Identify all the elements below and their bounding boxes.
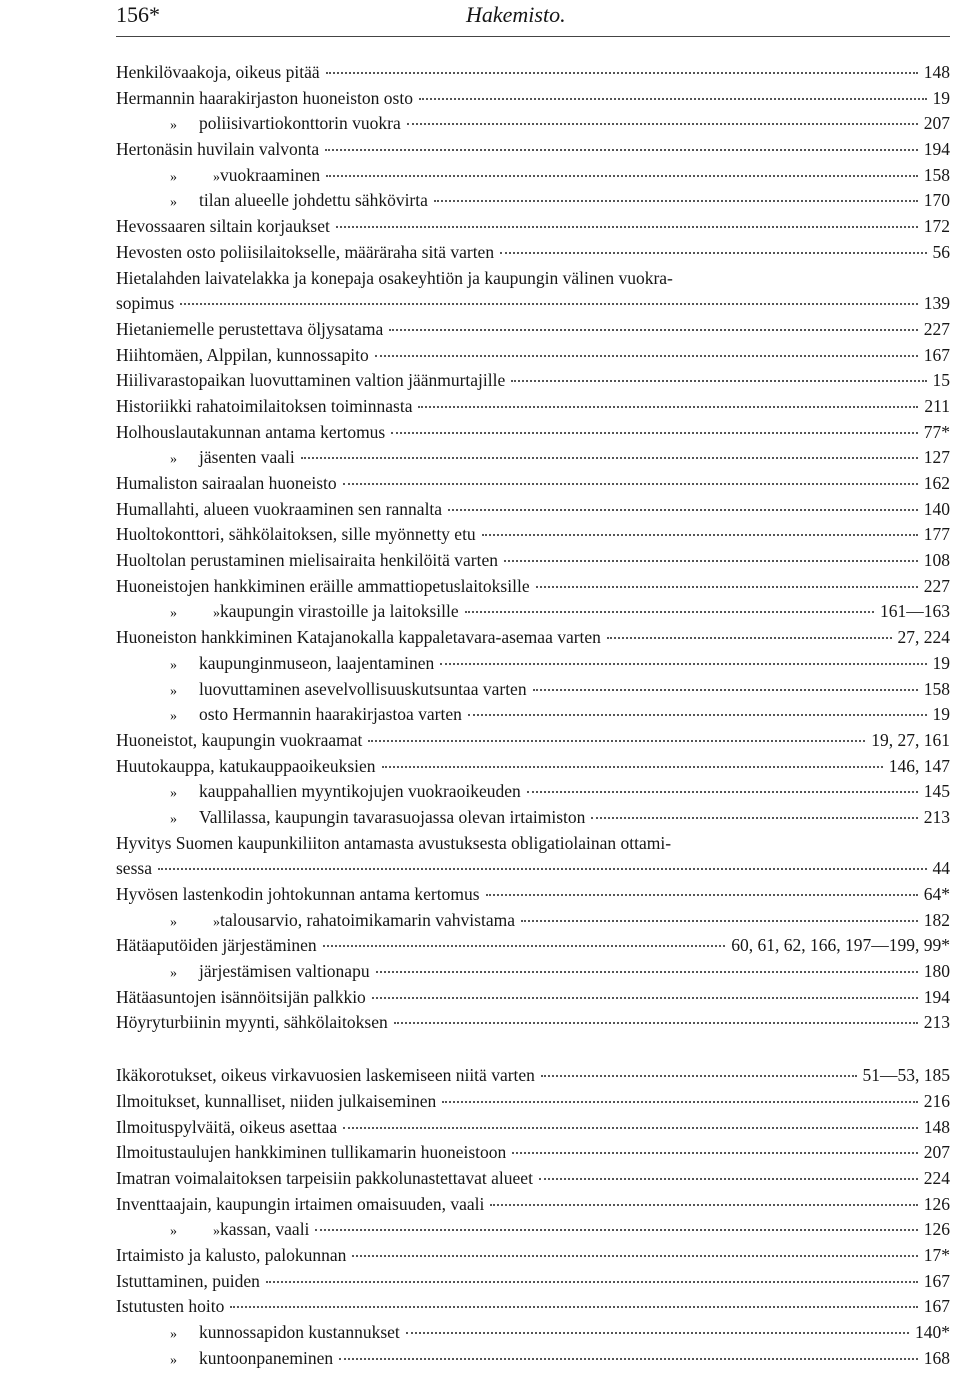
entry-text: Hyvitys Suomen kaupunkiliiton antamasta avustuksesta obligatiolainan ottami- (116, 832, 672, 853)
ditto-mark: » (170, 811, 177, 827)
index-entry (116, 728, 950, 754)
page-references: 126 (923, 1193, 950, 1214)
entry-text: sopimus (116, 293, 175, 314)
entry-text: kaupungin virastoille ja laitoksille (220, 601, 459, 622)
index-entry (116, 394, 950, 420)
dot-leader (511, 380, 926, 382)
entry-text: Hätäasuntojen isännöitsijän palkkio (116, 986, 366, 1007)
page-references: 19 (932, 87, 950, 108)
index-entry (116, 1140, 950, 1166)
entry-text: Istuttaminen, puiden (116, 1270, 260, 1291)
index-entry (116, 497, 950, 523)
page-references: 194 (923, 139, 950, 160)
dot-leader (440, 663, 926, 665)
page-references: 158 (923, 164, 950, 185)
ditto-mark: » (170, 786, 177, 802)
index-entry (116, 214, 950, 240)
page-references: 172 (923, 216, 950, 237)
entry-text: kassan, vaali (220, 1219, 310, 1240)
page-references: 207 (923, 113, 950, 134)
page-references: 177 (923, 524, 950, 545)
page-references: 19, 27, 161 (871, 729, 950, 750)
page-references: 148 (923, 1116, 950, 1137)
index-entry (116, 882, 950, 908)
index-entry (116, 831, 950, 857)
ditto-mark: » (170, 606, 177, 622)
dot-leader (536, 586, 918, 588)
dot-leader (343, 483, 918, 485)
page-references: 227 (923, 318, 950, 339)
index-entry (116, 1166, 950, 1192)
dot-leader (180, 303, 917, 305)
entry-text: Hermannin haarakirjaston huoneiston osto (116, 87, 413, 108)
page-references: 19 (932, 704, 950, 725)
dot-leader (326, 175, 918, 177)
index-entry (116, 779, 950, 805)
dot-leader (336, 226, 918, 228)
entry-text: Ilmoitukset, kunnalliset, niiden julkaiseminen (116, 1090, 437, 1111)
entry-text: Hyvösen lastenkodin johtokunnan antama kertomus (116, 884, 480, 904)
entry-text: Hiilivarastopaikan luovuttaminen valtion jäänmurtajille (116, 370, 506, 391)
entry-text: Huoltokonttori, sähkölaitoksen, sille myönnetty etu (116, 524, 476, 545)
page-references: 148 (923, 62, 950, 82)
entry-text: Hietaniemelle perustettava öljysatama (116, 318, 384, 339)
entry-text: Inventtaajain, kaupungin irtaimen omaisuuden, vaali (116, 1193, 485, 1214)
dot-leader (372, 997, 918, 999)
entry-text: Henkilövaakoja, oikeus pitää (116, 62, 320, 82)
ditto-mark: » (170, 914, 177, 930)
dot-leader (323, 945, 726, 947)
index-entry (116, 1192, 950, 1218)
dot-leader (541, 1075, 857, 1077)
dot-leader (419, 98, 927, 100)
index-entry (116, 368, 950, 394)
page-references: 140 (923, 498, 950, 519)
page-references: 51—53, 185 (862, 1065, 950, 1086)
index-entry (116, 1063, 950, 1089)
index-entry (116, 702, 950, 728)
dot-leader (394, 1022, 918, 1024)
index-entry (116, 677, 950, 703)
dot-leader (539, 1178, 918, 1180)
dot-leader (465, 611, 874, 613)
ditto-mark: » (170, 195, 177, 211)
index-entry (116, 625, 950, 651)
entry-text: Istutusten hoito (116, 1296, 225, 1317)
dot-leader (591, 817, 917, 819)
page-references: 15 (932, 370, 950, 391)
index-entry (116, 574, 950, 600)
dot-leader (406, 1332, 909, 1334)
page-references: 17* (923, 1244, 950, 1265)
section-gap (116, 1036, 950, 1063)
page-references: 170 (923, 190, 950, 211)
dot-leader (527, 791, 918, 793)
entry-text: Hevosten osto poliisilaitokselle, määräraha sitä varten (116, 241, 495, 262)
dot-leader (343, 1127, 918, 1129)
entry-text: Huoneistojen hankkiminen eräille ammattiopetuslaitoksille (116, 575, 530, 596)
index-entry (116, 856, 950, 882)
entry-text: Ilmoitustaulujen hankkiminen tullikamarin huoneistoon (116, 1142, 507, 1163)
page-references: 60, 61, 62, 166, 197—199, 99* (731, 935, 950, 956)
dot-leader (418, 406, 918, 408)
page-header (116, 2, 950, 34)
entry-text: Höyryturbiinin myynti, sähkölaitoksen (116, 1012, 388, 1033)
dot-leader (301, 457, 918, 459)
page-references: 180 (923, 961, 950, 982)
dot-leader (315, 1229, 917, 1231)
entry-text: Ikäkorotukset, oikeus virkavuosien laskemiseen niitä varten (116, 1065, 535, 1086)
page-references: 77* (923, 421, 950, 442)
dot-leader (448, 509, 918, 511)
index-entry (116, 1010, 950, 1036)
index-entry (116, 266, 950, 292)
dot-leader (158, 868, 927, 870)
page-references: 213 (923, 806, 950, 827)
index-entry (116, 137, 950, 163)
index-entry (116, 651, 950, 677)
index-entry (116, 599, 950, 625)
page-references: 19 (932, 652, 950, 673)
dot-leader (389, 329, 917, 331)
index-entry (116, 754, 950, 780)
page-references: 146, 147 (888, 755, 950, 776)
dot-leader (376, 971, 918, 973)
page-references: 64* (923, 884, 950, 904)
entry-text: kunnossapidon kustannukset (199, 1322, 400, 1342)
dot-leader (326, 72, 918, 74)
page-references: 145 (923, 781, 950, 802)
dot-leader (533, 689, 918, 691)
dot-leader (486, 894, 918, 896)
dot-leader (468, 714, 927, 716)
index-entry (116, 933, 950, 959)
page-references: 168 (923, 1347, 950, 1368)
entry-text: Hiihtomäen, Alppilan, kunnossapito (116, 344, 369, 365)
ditto-mark: » (170, 1224, 177, 1240)
index-entry (116, 1346, 950, 1372)
entry-text: kuntoonpaneminen (199, 1347, 334, 1368)
page-references: 216 (923, 1090, 950, 1111)
dot-leader (512, 1152, 917, 1154)
page-references: 167 (923, 1296, 950, 1317)
page-references: 207 (923, 1142, 950, 1163)
dot-leader (382, 766, 883, 768)
ditto-mark: » (170, 657, 177, 673)
header-rule (116, 36, 950, 37)
page-references: 213 (923, 1012, 950, 1033)
page-references: 161—163 (880, 601, 950, 622)
page-references: 56 (932, 241, 950, 262)
entry-text: Huutokauppa, katukauppaoikeuksien (116, 755, 376, 776)
ditto-mark: » (170, 169, 177, 185)
index-entry (116, 86, 950, 112)
entry-text: vuokraaminen (220, 164, 321, 185)
page-references: 224 (923, 1167, 950, 1188)
page-references: 182 (923, 909, 950, 930)
dot-leader (521, 920, 918, 922)
page-references: 27, 224 (897, 627, 950, 648)
page-references: 126 (923, 1219, 950, 1240)
page-references: 162 (923, 473, 950, 493)
entry-text: Holhouslautakunnan antama kertomus (116, 421, 386, 442)
index-entry (116, 1115, 950, 1141)
index-entry (116, 163, 950, 189)
entry-text: Humaliston sairaalan huoneisto (116, 473, 337, 493)
entry-text: luovuttaminen asevelvollisuuskutsuntaa varten (199, 678, 527, 699)
entry-text: poliisivartiokonttorin vuokra (199, 113, 401, 134)
entry-text: kauppahallien myyntikojujen vuokraoikeuden (199, 781, 521, 802)
entry-text: Hätäaputöiden järjestäminen (116, 935, 317, 956)
dot-leader (230, 1306, 917, 1308)
dot-leader (607, 637, 892, 639)
entry-text: Hietalahden laivatelakka ja konepaja osakeyhtiön ja kaupungin välinen vuokra- (116, 267, 673, 288)
index-entry (116, 1243, 950, 1269)
ditto-mark: » (170, 1352, 177, 1368)
entry-text: Historiikki rahatoimilaitoksen toiminnasta (116, 395, 413, 416)
entry-text: jäsenten vaali (199, 447, 295, 468)
page-references: 127 (923, 447, 950, 468)
dot-leader (442, 1101, 917, 1103)
index-entry (116, 985, 950, 1011)
entry-text: järjestämisen valtionapu (199, 961, 370, 982)
index-entry (116, 805, 950, 831)
page-references: 167 (923, 1270, 950, 1291)
index-entry (116, 548, 950, 574)
entry-text: Huoneistot, kaupungin vuokraamat (116, 729, 363, 750)
index-entry (116, 317, 950, 343)
ditto-mark: » (170, 118, 177, 134)
ditto-mark: » (170, 1327, 177, 1342)
dot-leader (352, 1255, 917, 1257)
dot-leader (375, 355, 918, 357)
index-entry (116, 959, 950, 985)
entry-text: Huoltolan perustaminen mielisairaita henkilöitä varten (116, 550, 498, 571)
dot-leader (490, 1204, 917, 1206)
index-entry (116, 522, 950, 548)
index-entries (116, 60, 950, 1371)
ditto-mark: » (170, 709, 177, 725)
ditto-mark: » (170, 452, 177, 468)
page-references: 167 (923, 344, 950, 365)
page-number: 156* (116, 2, 160, 27)
dot-leader (482, 534, 918, 536)
entry-text: Hevossaaren siltain korjaukset (116, 216, 330, 237)
page-references: 140* (915, 1322, 950, 1342)
dot-leader (391, 432, 918, 434)
entry-text: kaupunginmuseon, laajentaminen (199, 652, 435, 673)
entry-text: talousarvio, rahatoimikamarin vahvistama (220, 909, 515, 930)
page-references: 227 (923, 575, 950, 596)
page-references: 211 (924, 395, 950, 416)
page-references: 44 (932, 858, 950, 879)
entry-text: Ilmoituspylväitä, oikeus asettaa (116, 1116, 338, 1137)
page-references: 108 (923, 550, 950, 571)
index-entry (116, 445, 950, 471)
entry-text: tilan alueelle johdettu sähkövirta (199, 190, 428, 211)
entry-text: Irtaimisto ja kalusto, palokunnan (116, 1244, 347, 1265)
dot-leader (325, 149, 918, 151)
index-entry (116, 471, 950, 497)
dot-leader (368, 740, 865, 742)
index-entry (116, 1217, 950, 1243)
index-entry (116, 1320, 950, 1346)
ditto-mark: » (213, 606, 220, 622)
ditto-mark: » (213, 1224, 220, 1240)
entry-text: Humallahti, alueen vuokraaminen sen rannalta (116, 498, 443, 519)
running-title: Hakemisto. (466, 2, 566, 27)
dot-leader (339, 1358, 918, 1360)
ditto-mark: » (213, 169, 220, 185)
dot-leader (434, 200, 918, 202)
dot-leader (500, 252, 926, 254)
page-references: 158 (923, 678, 950, 699)
dot-leader (266, 1281, 918, 1283)
page-references: 139 (923, 293, 950, 314)
entry-text: osto Hermannin haarakirjastoa varten (199, 704, 462, 725)
index-entry (116, 111, 950, 137)
page-references: 194 (923, 986, 950, 1007)
entry-text: Imatran voimalaitoksen tarpeisiin pakkolunastettavat alueet (116, 1167, 533, 1188)
index-entry (116, 188, 950, 214)
dot-leader (407, 123, 918, 125)
entry-text: Vallilassa, kaupungin tavarasuojassa olevan irtaimiston (199, 806, 586, 827)
index-entry (116, 291, 950, 317)
index-entry (116, 343, 950, 369)
ditto-mark: » (170, 683, 177, 699)
entry-text: Hertonäsin huvilain valvonta (116, 139, 320, 160)
entry-text: sessa (116, 858, 152, 879)
index-entry (116, 1294, 950, 1320)
dot-leader (504, 560, 918, 562)
index-entry (116, 908, 950, 934)
index-entry (116, 240, 950, 266)
ditto-mark: » (213, 914, 220, 930)
entry-text: Huoneiston hankkiminen Katajanokalla kappaletavara-asemaa varten (116, 627, 601, 648)
index-entry (116, 420, 950, 446)
index-entry (116, 60, 950, 86)
ditto-mark: » (170, 966, 177, 982)
index-entry (116, 1089, 950, 1115)
index-entry (116, 1269, 950, 1295)
